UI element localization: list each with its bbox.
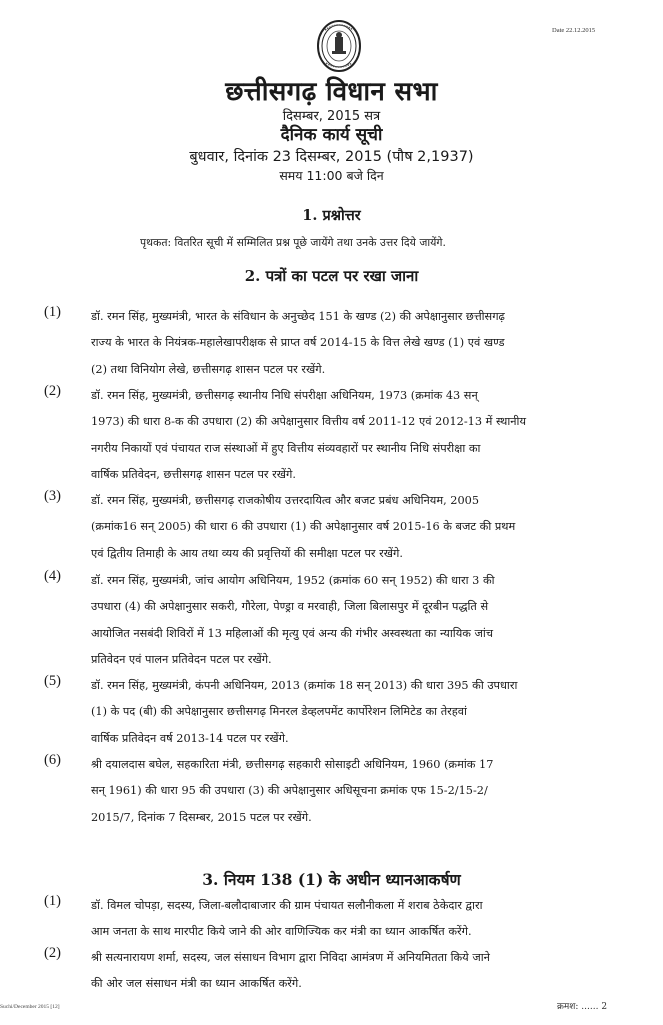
item-text-line: सन् 1961) की धारा 95 की उपधारा (3) की अपेक्षानुसार अधिसूचना क्रमांक एफ 15-2/15-2/ bbox=[91, 784, 488, 798]
item-number: (6) bbox=[44, 752, 61, 768]
item-number: (1) bbox=[44, 893, 61, 909]
item-text-line: डॉ. रमन सिंह, मुख्यमंत्री, भारत के संविधान के अनुच्छेद 151 के खण्ड (2) की अपेक्षानुसार छत्तीसगढ़ bbox=[91, 310, 505, 323]
assembly-seal-icon bbox=[315, 18, 363, 74]
item-text-line: एवं द्वितीय तिमाही के आय तथा व्यय की प्रवृत्तियों की समीक्षा पटल पर रखेंगे. bbox=[91, 546, 403, 560]
section-3-heading: 3. नियम 138 (1) के अधीन ध्यानआकर्षण bbox=[202, 870, 461, 889]
item-text bbox=[91, 945, 631, 998]
item-number: (4) bbox=[44, 568, 61, 584]
time-line: समय 11:00 बजे दिन bbox=[279, 168, 384, 183]
day-line: बुधवार, दिनांक 23 दिसम्बर, 2015 (पौष 2,1937) bbox=[189, 149, 474, 165]
item-number: (2) bbox=[44, 383, 61, 399]
item-text-line: 1973) की धारा 8-क की उपधारा (2) की अपेक्षानुसार वित्तीय वर्ष 2011-12 एवं 2012-13 में स्थानीय bbox=[91, 415, 527, 429]
item-number: (5) bbox=[44, 673, 61, 689]
continued-marker: क्रमश: ...... 2 bbox=[557, 1002, 608, 1012]
item-text-line: वार्षिक प्रतिवेदन वर्ष 2013-14 पटल पर रखेंगे. bbox=[91, 731, 289, 745]
section-2-heading: 2. पत्रों का पटल पर रखा जाना bbox=[244, 267, 419, 285]
item-number: (1) bbox=[44, 304, 61, 320]
item-text bbox=[91, 893, 631, 946]
item-text-line: (2) तथा विनियोग लेखे, छत्तीसगढ़ शासन पटल पर रखेंगे. bbox=[91, 362, 326, 376]
item-text-line: वार्षिक प्रतिवेदन, छत्तीसगढ़ शासन पटल पर रखेंगे. bbox=[91, 467, 296, 481]
item-text-line: उपधारा (4) की अपेक्षानुसार सकरी, गौरेला, पेण्ड्रा व मरवाही, जिला बिलासपुर में दूरबीन पद्धति से bbox=[91, 600, 489, 614]
item-text-line: श्री दयालदास बघेल, सहकारिता मंत्री, छत्तीसगढ़ सहकारी सोसाइटी अधिनियम, 1960 (क्रमांक 17 bbox=[91, 758, 494, 771]
agenda-title: दैनिक कार्य सूची bbox=[280, 125, 383, 145]
item-number: (3) bbox=[44, 488, 61, 504]
item-text-line: राज्य के भारत के नियंत्रक-महालेखापरीक्षक से प्राप्त वर्ष 2014-15 के वित्त लेखे खण्ड (1) एवं खण्ड bbox=[91, 336, 505, 350]
item-text-line: आम जनता के साथ मारपीट किये जाने की ओर वाणिज्यिक कर मंत्री का ध्यान आकर्षित करेंगे. bbox=[91, 925, 472, 939]
footer-reference: Suchi/December 2015 [12] bbox=[0, 1004, 60, 1010]
section-1-heading: 1. प्रश्नोत्तर bbox=[302, 207, 361, 224]
item-text-line: डॉ. रमन सिंह, मुख्यमंत्री, कंपनी अधिनियम, 2013 (क्रमांक 18 सन् 2013) की धारा 395 की उपधारा bbox=[91, 679, 518, 692]
item-text-line: आयोजित नसबंदी शिविरों में 13 महिलाओं की मृत्यु एवं अन्य की गंभीर अस्वस्थता का न्यायिक जांच bbox=[91, 626, 494, 640]
item-text bbox=[91, 673, 631, 752]
item-text-line: (क्रमांक16 सन् 2005) की धारा 6 की उपधारा (1) की अपेक्षानुसार वर्ष 2015-16 के बजट की प्रथम bbox=[91, 520, 516, 534]
item-text-line: की ओर जल संसाधन मंत्री का ध्यान आकर्षित करेंगे. bbox=[91, 977, 302, 991]
item-text bbox=[91, 752, 631, 831]
document-date: Date 22.12.2015 bbox=[552, 27, 596, 34]
item-text-line: श्री सत्यनारायण शर्मा, सदस्य, जल संसाधन विभाग द्वारा निविदा आमंत्रण में अनियमितता किये जाने bbox=[91, 951, 490, 964]
item-number: (2) bbox=[44, 945, 61, 961]
item-text bbox=[91, 383, 631, 488]
item-text-line: डॉ. रमन सिंह, मुख्यमंत्री, छत्तीसगढ़ स्थानीय निधि संपरीक्षा अधिनियम, 1973 (क्रमांक 43 सन् bbox=[91, 389, 478, 402]
item-text-line: 2015/7, दिनांक 7 दिसम्बर, 2015 पटल पर रखेंगे. bbox=[91, 810, 312, 824]
assembly-title: छत्तीसगढ़ विधान सभा bbox=[225, 77, 438, 107]
item-text-line: डॉ. रमन सिंह, मुख्यमंत्री, जांच आयोग अधिनियम, 1952 (क्रमांक 60 सन् 1952) की धारा 3 की bbox=[91, 574, 495, 587]
item-text bbox=[91, 568, 631, 673]
item-text-line: डॉ. विमल चोपड़ा, सदस्य, जिला-बलौदाबाजार की ग्राम पंचायत सलौनीकला में शराब ठेकेदार द्वारा bbox=[91, 899, 483, 912]
item-text bbox=[91, 488, 631, 567]
item-text-line: डॉ. रमन सिंह, मुख्यमंत्री, छत्तीसगढ़ राजकोषीय उत्तरदायित्व और बजट प्रबंध अधिनियम, 2005 bbox=[91, 494, 480, 507]
section-1-note: पृथकत: वितरित सूची में सम्मिलित प्रश्न पूछे जायेंगे तथा उनके उत्तर दिये जायेंगे. bbox=[140, 236, 446, 249]
item-text-line: प्रतिवेदन एवं पालन प्रतिवेदन पटल पर रखेंगे. bbox=[91, 652, 272, 666]
session-label: दिसम्बर, 2015 सत्र bbox=[282, 109, 381, 124]
item-text bbox=[91, 304, 631, 383]
item-text-line: (1) के पद (बी) की अपेक्षानुसार छत्तीसगढ़ मिनरल डेव्हलपमेंट कार्पोरेशन लिमिटेड का तेरहवां bbox=[91, 705, 467, 719]
item-text-line: नगरीय निकायों एवं पंचायत राज संस्थाओं में हुए वित्तीय संव्यवहारों पर स्थानीय निधि संपरीक्षा का bbox=[91, 441, 481, 455]
